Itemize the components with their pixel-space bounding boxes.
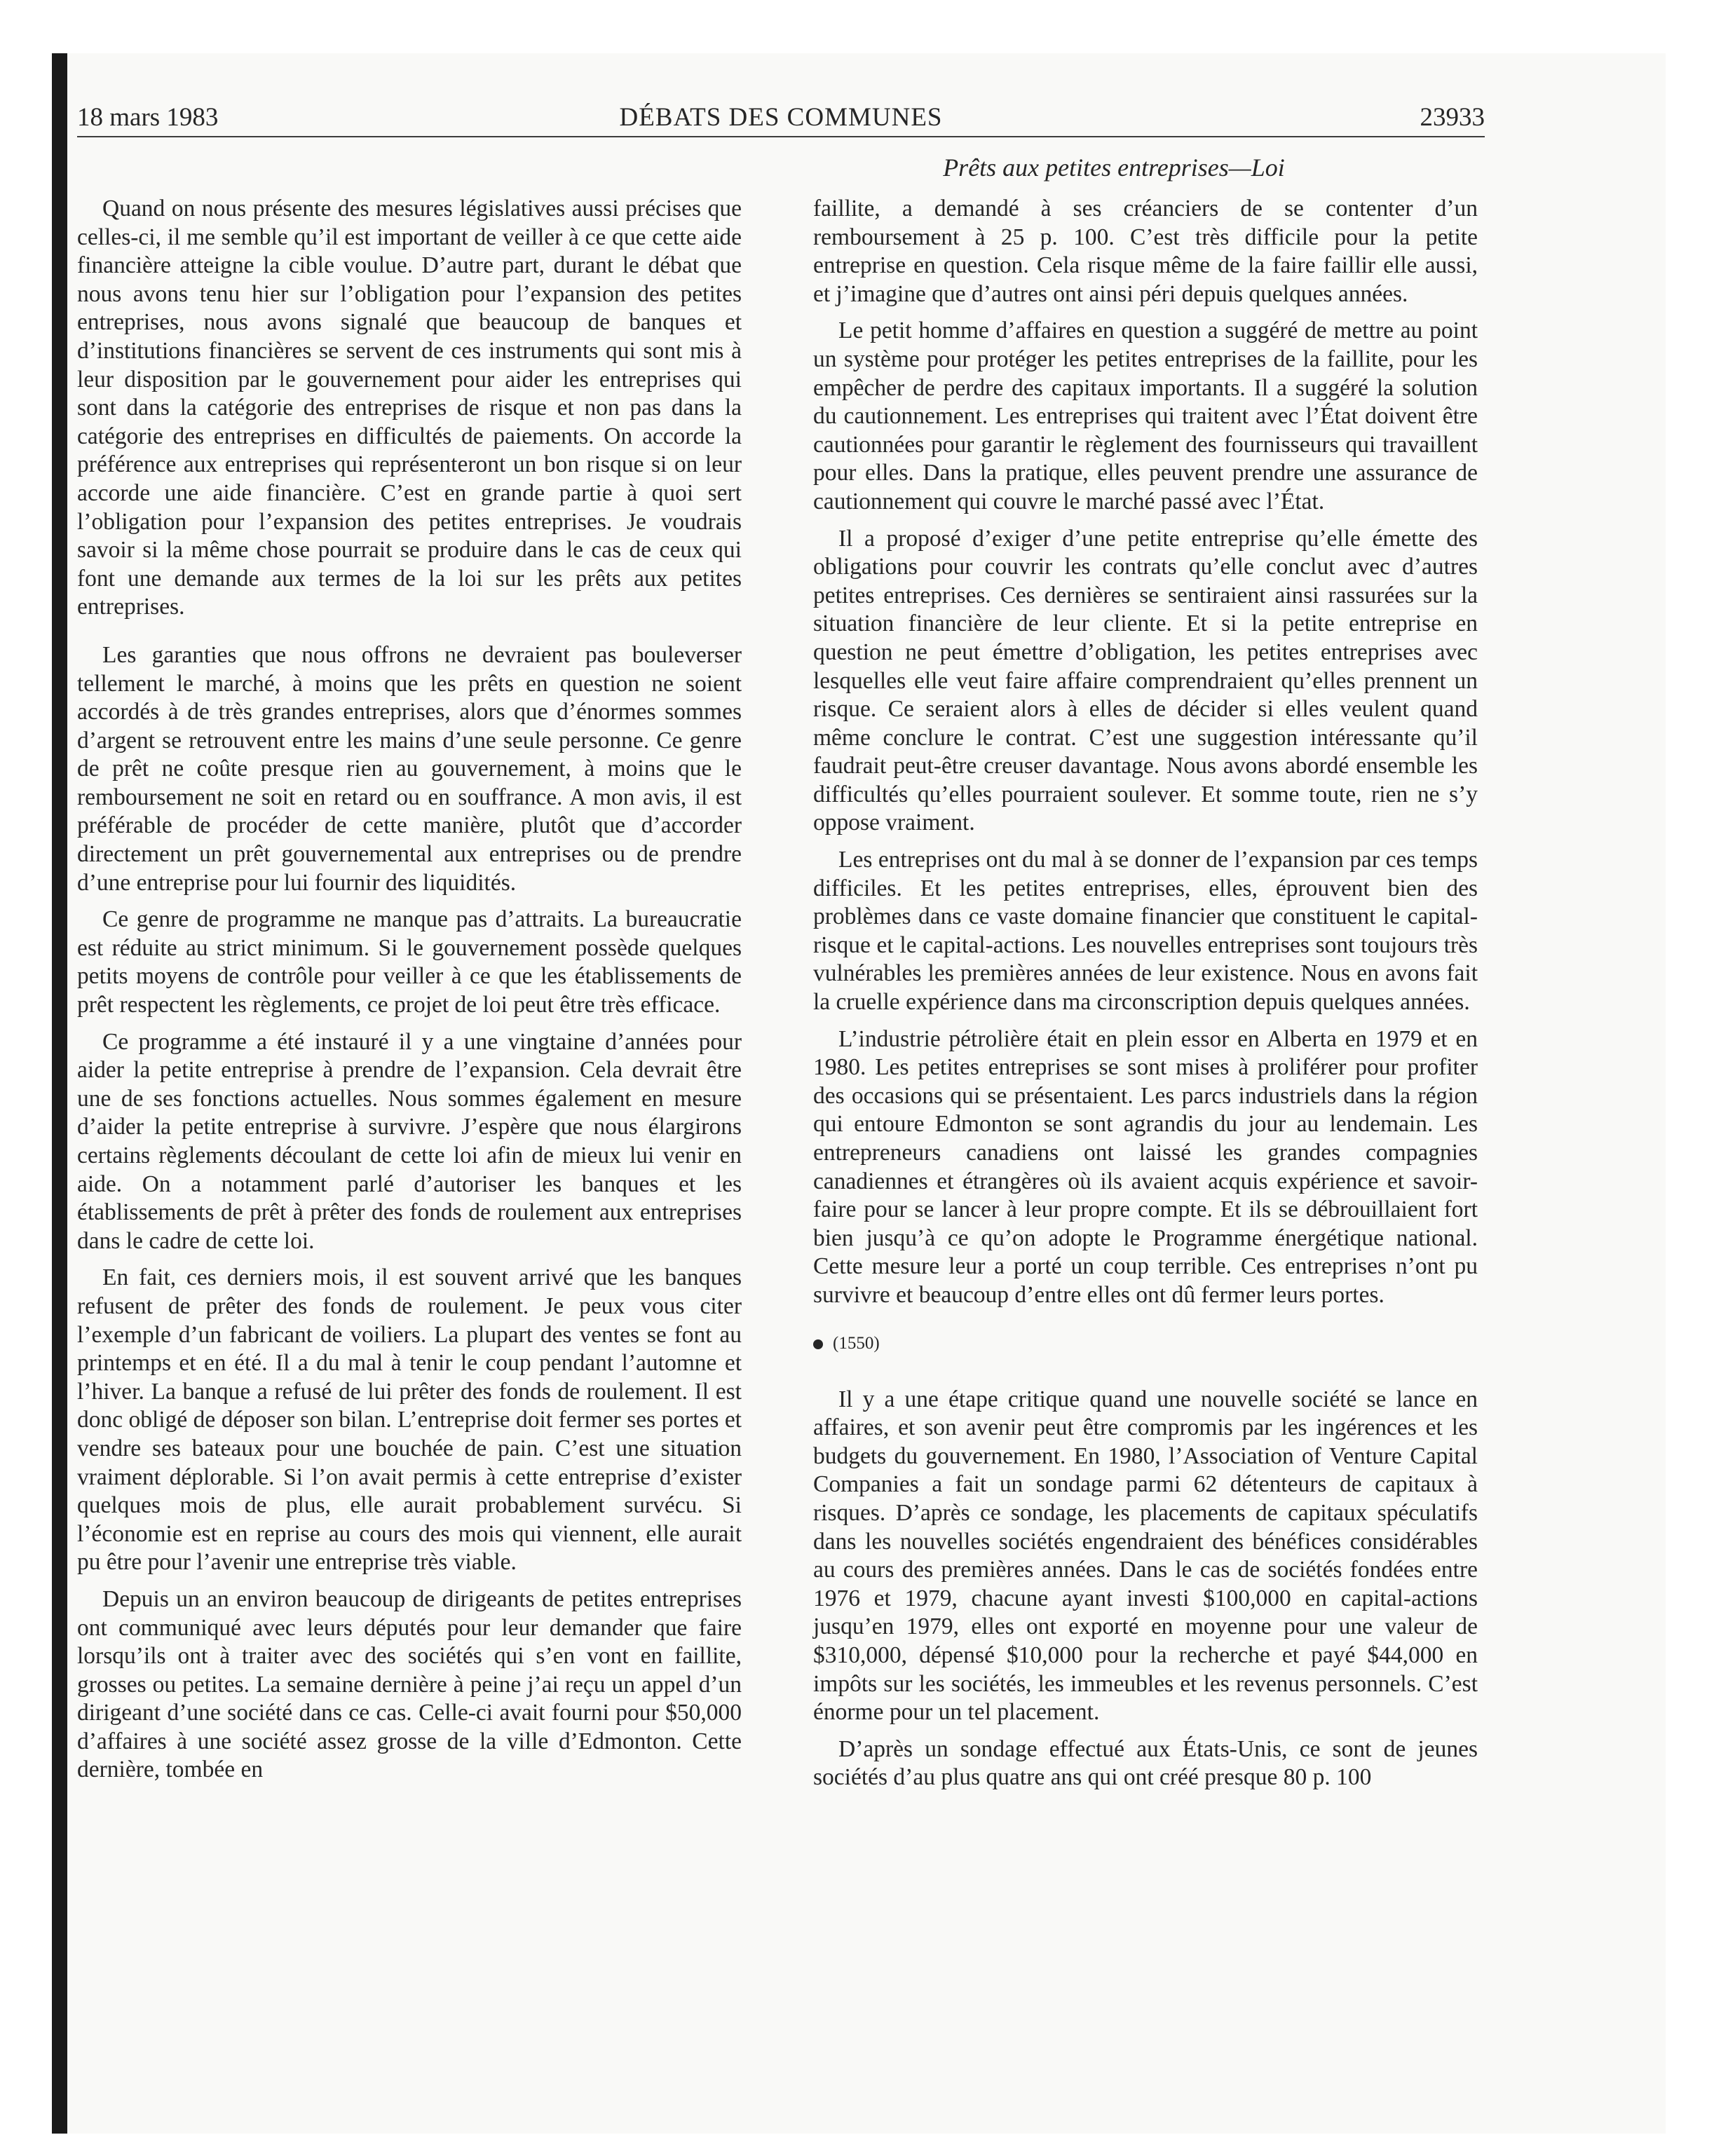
right-column	[813, 195, 1478, 1801]
page-header	[77, 101, 1485, 135]
paragraph: L’industrie pétrolière était en plein essor en Alberta en 1979 et en 1980. Les petites entreprises se sont mises à proliférer pour profiter des occasions qui se présentaient. Les parcs industriels dans la région qui entoure Edmonton se sont agrandis du jour au lendemain. Les entrepreneurs canadiens ont laissé les grandes compagnies canadiennes et étrangères où ils avaient acquis expérience et savoir-faire pour se lancer à leur propre compte. Et ils se débrouillaient fort bien jusqu’à ce qu’on adopte le Programme énergétique national. Cette mesure leur a porté un coup terrible. Ces entreprises n’ont pu survivre et beaucoup d’entre elles ont dû fermer leurs portes.	[813, 1025, 1478, 1308]
paragraph: Ce programme a été instauré il y a une vingtaine d’années pour aider la petite entreprise à prendre de l’expansion. Cela devrait être une de ses fonctions actuelles. Nous sommes également en mesure d’aider la petite entreprise à survivre. J’espère que nous élargirons certains règlements découlant de cette loi afin de mieux lui venir en aide. On a notamment parlé d’autoriser les banques et les établissements de prêt à prêter des fonds de roulement aux entreprises dans le cadre de cette loi.	[77, 1028, 742, 1254]
paragraph: Quand on nous présente des mesures législatives aussi précises que celles-ci, il me semble qu’il est important de veiller à ce que cette aide financière atteigne la cible voulue. D’autre part, durant le débat que nous avons tenu hier sur l’obligation pour l’expansion des petites entreprises, nous avons signalé que beaucoup de banques et d’institutions financières se servent de ces instruments qui sont mis à leur disposition par le gouvernement pour aider les entreprises qui sont dans la catégorie des entreprises de risque et non pas dans la catégorie des entreprises en difficultés de paiements. On accorde la préférence aux entreprises qui représenteront un bon risque si on leur accorde une aide financière. C’est en grande partie à quoi sert l’obligation pour l’expansion des petites entreprises. Je voudrais savoir si la même chose pourrait se produire dans le cas de ceux qui font une demande aux termes de la loi sur les prêts aux petites entreprises.	[77, 196, 742, 620]
header-date: 18 mars 1983	[77, 103, 219, 132]
paragraph-continued: faillite, a demandé à ses créanciers de se contenter d’un remboursement à 25 p. 100. C’est très difficile pour la petite entreprise en question. Cela risque même de la faire faillir elle aussi, et j’imagine que d’autres ont ainsi péri depuis quelques années.	[813, 196, 1478, 307]
scan-edge	[52, 53, 67, 2134]
time-marker-label: (1550)	[833, 1333, 880, 1353]
paragraph: Les garanties que nous offrons ne devraient pas bouleverser tellement le marché, à moins que les prêts en question ne soient accordés à de très grandes entreprises, alors que d’énormes sommes d’argent se retrouvent entre les mains d’une seule personne. Ce genre de prêt ne coûte presque rien au gouvernement, à moins que le remboursement ne soit en retard ou en souffrance. A mon avis, il est préférable de procéder de cette manière, plutôt que d’accorder directement un prêt gouvernemental aux entreprises ou de prendre d’une entreprise pour lui fournir des liquidités.	[77, 641, 742, 896]
paragraph: Depuis un an environ beaucoup de dirigeants de petites entreprises ont communiqué avec leurs députés pour leur demander que faire lorsqu’ils ont à traiter avec des sociétés qui s’en vont en faillite, grosses ou petites. La semaine dernière à peine j’ai reçu un appel d’un dirigeant d’une société dans ce cas. Celle-ci avait fourni pour $50,000 d’affaires à une société assez grosse de la ville d’Edmonton. Cette dernière, tombée en	[77, 1585, 742, 1783]
header-page-number: 23933	[1420, 103, 1485, 132]
running-head: Prêts aux petites entreprises—Loi	[943, 153, 1285, 182]
paragraph: Le petit homme d’affaires en question a suggéré de mettre au point un système pour protéger les petites entreprises de la faillite, pour les empêcher de perdre des capitaux importants. Il a suggéré la solution du cautionnement. Les entreprises qui traitent avec l’État doivent être cautionnées pour garantir le règlement des fournisseurs qui travaillent pour elles. Dans la pratique, elles peuvent prendre une assurance de cautionnement qui couvre le marché passé avec l’État.	[813, 318, 1478, 514]
paragraph: Il y a une étape critique quand une nouvelle société se lance en affaires, et son avenir peut être compromis par les ingérences et les budgets du gouvernement. En 1980, l’Association of Venture Capital Companies a fait un sondage parmi 62 détenteurs de capitaux à risques. D’après ce sondage, les placements de capitaux spéculatifs dans les nouvelles sociétés engendraient des bénéfices considérables au cours des premières années. Dans le cas de sociétés fondées entre 1976 et 1979, chacune ayant investi $100,000 en capital-actions jusqu’en 1979, elles ont exporté en moyenne pour une valeur de $310,000, dépensé $10,000 pour la recherche et payé $44,000 en impôts sur les sociétés, les immeubles et les revenus personnels. C’est énorme pour un tel placement.	[813, 1386, 1478, 1726]
paragraph: Ce genre de programme ne manque pas d’attraits. La bureaucratie est réduite au strict minimum. Si le gouvernement possède quelques petits moyens de contrôle pour veiller à ce que les établissements de prêt respectent les règlements, ce projet de loi peut être très efficace.	[77, 906, 742, 1018]
left-column	[77, 195, 742, 1793]
bullet-icon	[813, 1339, 823, 1349]
paragraph: D’après un sondage effectué aux États-Unis, ce sont de jeunes sociétés d’au plus quatre ans qui ont créé presque 80 p. 100	[813, 1735, 1478, 1791]
time-marker	[813, 1330, 1478, 1358]
header-rule	[77, 136, 1485, 137]
paragraph: Il a proposé d’exiger d’une petite entreprise qu’elle émette des obligations pour couvrir les contrats qu’elle conclut avec d’autres petites entreprises. Ces dernières se sentiraient ainsi rassurées sur la situation financière de leur cliente. Et si la petite entreprise en question ne peut émettre d’obligation, les petites entreprises avec lesquelles elle veut faire affaire comprendraient qu’elles prennent un risque. Ce seraient alors à elles de décider si elles veulent quand même conclure le contrat. C’est une suggestion intéressante qu’il faudrait peut-être creuser davantage. Nous avons abordé ensemble les difficultés qu’elles pourraient soulever. Et somme toute, rien ne s’y oppose vraiment.	[813, 525, 1478, 836]
paragraph: En fait, ces derniers mois, il est souvent arrivé que les banques refusent de prêter des fonds de roulement. Je peux vous citer l’exemple d’un fabricant de voiliers. La plupart des ventes se font au printemps et en été. Il a du mal à tenir le coup pendant l’automne et l’hiver. La banque a refusé de lui prêter des fonds de roulement. Il est donc obligé de déposer son bilan. L’entreprise doit fermer ses portes et vendre ses bateaux pour une bouchée de pain. C’est une situation vraiment déplorable. Si l’on avait permis à cette entreprise d’exister quelques mois de plus, elle aurait probablement survécu. Si l’économie est en reprise au cours des mois qui viennent, elle aurait pu être pour l’avenir une entreprise très viable.	[77, 1264, 742, 1576]
header-title: DÉBATS DES COMMUNES	[619, 103, 943, 132]
paragraph: Les entreprises ont du mal à se donner de l’expansion par ces temps difficiles. Et les petites entreprises, elles, éprouvent bien des problèmes dans ce vaste domaine financier que constituent le capital-risque et le capital-actions. Les nouvelles entreprises sont toujours très vulnérables les premières années de leur existence. Nous en avons fait la cruelle expérience dans ma circonscription depuis quelques années.	[813, 847, 1478, 1016]
